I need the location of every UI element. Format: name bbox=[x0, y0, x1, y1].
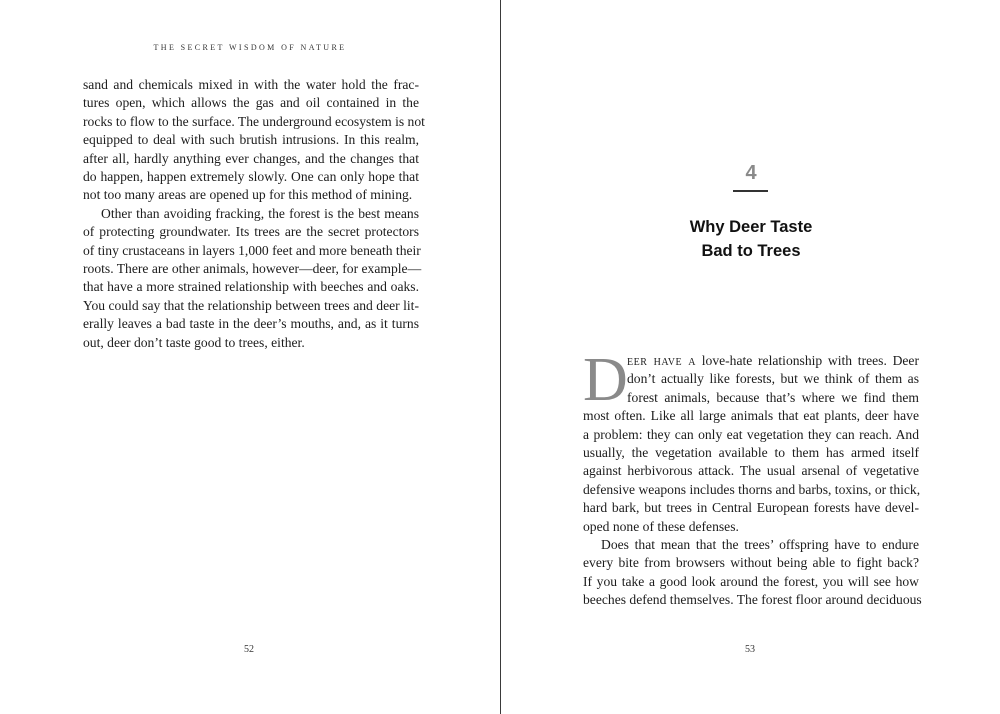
text-line: don’t actually like forests, but we think of them as bbox=[627, 371, 919, 387]
drop-cap: D bbox=[583, 346, 628, 414]
text-line: If you take a good look around the forest, you will see how bbox=[583, 573, 919, 589]
right-page-body bbox=[583, 346, 922, 610]
text-line: You could say that the relationship between trees and deer lit- bbox=[83, 297, 419, 313]
text-line: against herbivorous attack. The usual arsenal of vegetative bbox=[583, 463, 919, 479]
chapter-title-line: Bad to Trees bbox=[701, 242, 801, 260]
text-line: usually, the vegetation available to them has armed itself bbox=[583, 445, 919, 461]
text-line: of protecting groundwater. Its trees are the secret protectors bbox=[83, 224, 419, 240]
right-page bbox=[501, 0, 1000, 714]
chapter-title-line: Why Deer Taste bbox=[689, 218, 813, 236]
text-line: sand and chemicals mixed in with the water hold the frac- bbox=[83, 77, 419, 92]
text-line: a problem: they can only eat vegetation they can reach. And bbox=[583, 426, 919, 442]
text-line: rocks to flow to the surface. The underground ecosystem is not bbox=[83, 113, 425, 129]
text-line: equipped to deal with such brutish intrusions. In this realm, bbox=[83, 132, 419, 148]
text-line: Does that mean that the trees’ offspring have to endure bbox=[601, 537, 919, 553]
text-line: hard bark, but trees in Central European forests have devel- bbox=[583, 500, 919, 516]
text-line: tures open, which allows the gas and oil contained in the bbox=[83, 95, 419, 111]
text-line: most often. Like all large animals that eat plants, deer have bbox=[583, 408, 919, 424]
text-line: beeches defend themselves. The forest floor around deciduous bbox=[583, 592, 922, 608]
text-line: forest animals, because that’s where we find them bbox=[627, 389, 919, 405]
left-page-body bbox=[83, 76, 425, 352]
text-line: oped none of these defenses. bbox=[583, 518, 739, 534]
chapter-title bbox=[601, 215, 901, 263]
text-line: defensive weapons includes thorns and barbs, toxins, or thick, bbox=[583, 481, 921, 497]
text-line: after all, hardly anything ever changes, and the changes that bbox=[83, 150, 419, 166]
text-line: do happen, happen extremely slowly. One can only hope that bbox=[83, 169, 419, 185]
text-line-rest: love-hate relationship with trees. Deer bbox=[696, 353, 919, 368]
running-head: THE SECRET WISDOM OF NATURE bbox=[153, 43, 347, 52]
text-line: Other than avoiding fracking, the forest is the best means bbox=[101, 205, 419, 221]
page-number: 52 bbox=[244, 644, 254, 655]
text-line: every bite from browsers without being able to fight back? bbox=[583, 555, 919, 571]
chapter-number: 4 bbox=[745, 162, 757, 184]
page-number: 53 bbox=[745, 644, 755, 655]
text-line: of tiny crustaceans in layers 1,000 feet and more beneath their bbox=[83, 242, 421, 258]
text-line: not too many areas are opened up for this method of mining. bbox=[83, 187, 413, 203]
text-line: roots. There are other animals, however—deer, for example— bbox=[83, 261, 422, 277]
text-line: that have a more strained relationship with beeches and oaks. bbox=[83, 279, 419, 295]
text-line: erally leaves a bad taste in the deer’s mouths, and, as it turns bbox=[83, 316, 419, 332]
chapter-rule bbox=[733, 190, 768, 192]
text-line: out, deer don’t taste good to trees, either. bbox=[83, 334, 305, 350]
small-caps-lead: eer have a bbox=[627, 353, 697, 368]
text-line bbox=[583, 352, 919, 370]
